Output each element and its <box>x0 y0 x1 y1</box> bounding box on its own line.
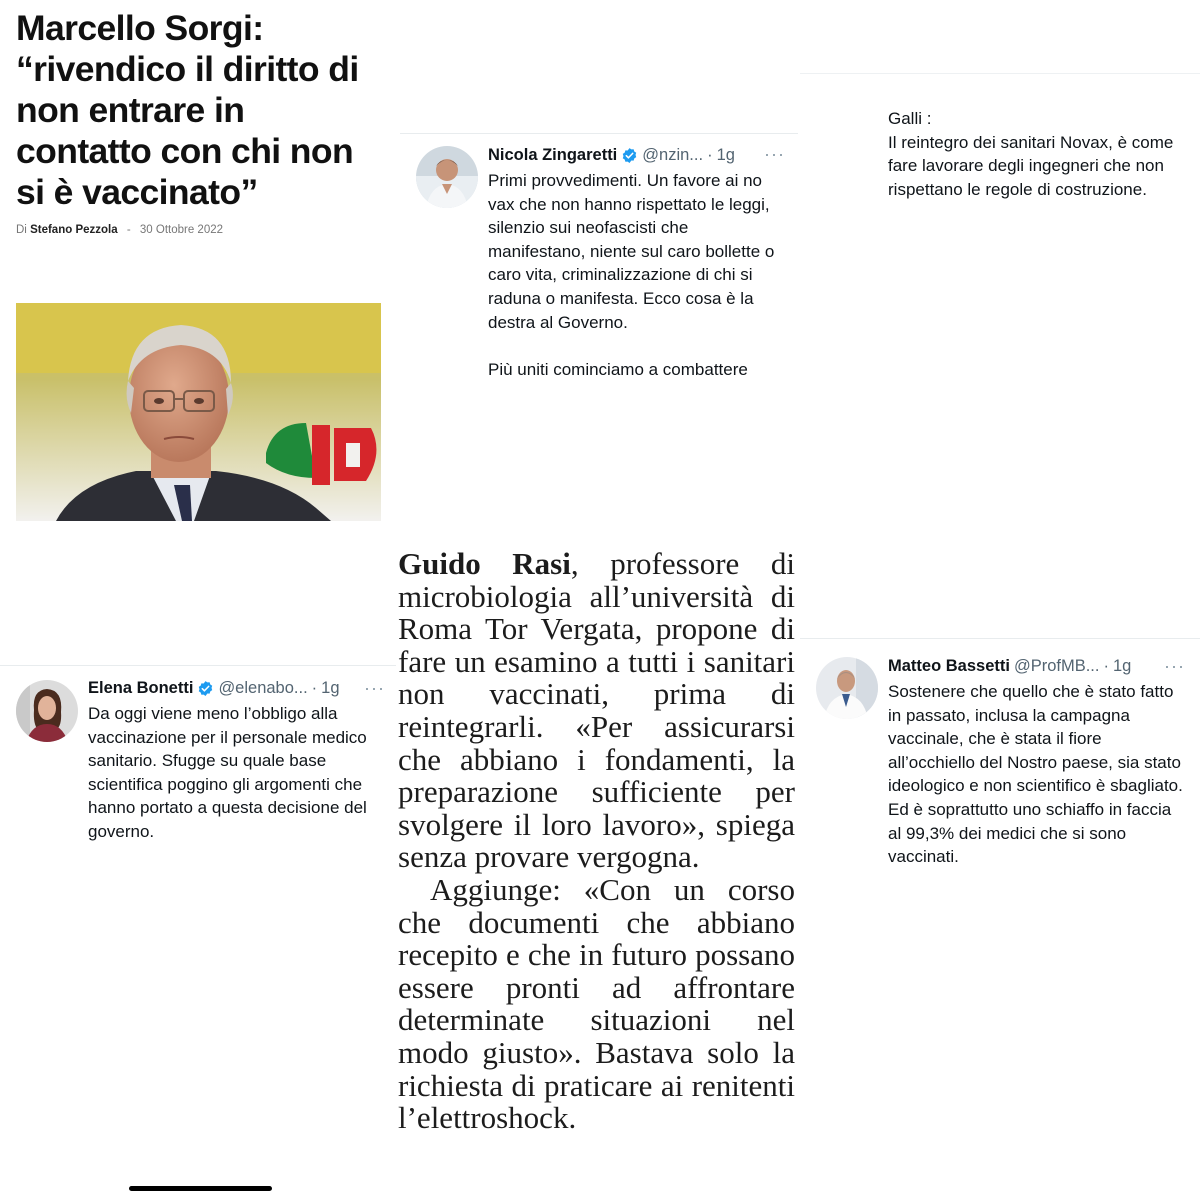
author-handle[interactable]: @elenabo... <box>218 679 308 697</box>
tweet-header <box>888 656 1131 676</box>
avatar[interactable] <box>16 680 78 742</box>
tweet-zingaretti[interactable] <box>400 133 798 545</box>
article-byline <box>16 224 223 236</box>
tweet-time[interactable]: 1g <box>321 679 340 697</box>
author-handle[interactable]: @nzin... <box>642 146 704 164</box>
more-options-icon[interactable]: ··· <box>1164 656 1185 676</box>
verified-badge-icon <box>621 147 638 164</box>
home-indicator[interactable] <box>129 1186 272 1191</box>
article-headline[interactable]: Marcello Sorgi: “rivendico il diritto di non entrare in contatto con chi non si è vaccinato” <box>16 8 359 212</box>
clipping-paragraph-2: Aggiunge: «Con un corso che documenti che abbiano recepito e che in futuro possano essere pronti ad affrontare determinate situazioni nel modo giusto». Bastava solo la richiesta di praticare ai renitenti l’elettroshock. <box>398 871 795 1136</box>
more-options-icon[interactable]: ··· <box>364 678 385 698</box>
tweet-bonetti[interactable] <box>0 665 396 1035</box>
galli-text: Galli : Il reintegro dei sanitari Novax, è come fare lavorare degli ingegneri che non rispettano le regole di costruzione. <box>888 109 1174 199</box>
byline-prefix: Di <box>16 224 27 236</box>
separator-dot: · <box>1103 657 1109 675</box>
tweet-text: Da oggi viene meno l’obbligo alla vaccinazione per il personale medico sanitario. Sfugge su quale base scientifica poggino gli argomenti che hanno portato a questa decisione del governo. <box>88 704 367 841</box>
tweet-header <box>488 145 735 165</box>
author-name[interactable]: Nicola Zingaretti <box>488 146 618 164</box>
avatar[interactable] <box>816 657 878 719</box>
tweet-time[interactable]: 1g <box>716 146 735 164</box>
byline-separator: - <box>126 224 131 236</box>
author-handle[interactable]: @ProfMB... <box>1013 657 1100 675</box>
clipping-paragraph-1-rest: , professore di microbiologia all’università di Roma Tor Vergata, propone di fare un esamino a tutti i sanitari non vaccinati, prima di reintegrarli. «Per assicurarsi che abbiano i fondamenti, la preparazione sufficiente per svolgere il loro lavoro», spiega senza provare vergogna. <box>398 546 795 875</box>
clipping-text <box>398 548 795 1135</box>
author-name[interactable]: Elena Bonetti <box>88 679 194 697</box>
article-date: 30 Ottobre 2022 <box>139 224 224 236</box>
galli-note <box>800 73 1200 553</box>
separator-dot: · <box>707 146 713 164</box>
portrait-photo-icon[interactable] <box>16 303 381 521</box>
tweet-text: Sostenere che quello che è stato fatto in passato, inclusa la campagna vaccinale, che è stata il fiore all’occhiello del Nostro paese, sia stato ideologico e non scientifico è sbagliato. Ed è soprattutto uno schiaffo in faccia al 99,3% dei medici che si sono vaccinati. <box>888 682 1183 867</box>
tweet-header <box>88 678 340 698</box>
article-author[interactable]: Stefano Pezzola <box>30 224 118 236</box>
article-card[interactable] <box>0 0 395 540</box>
more-options-icon[interactable]: ··· <box>764 144 785 164</box>
newspaper-clipping <box>396 540 800 1165</box>
clipping-paragraph-1 <box>398 548 795 874</box>
tweet-time[interactable]: 1g <box>1112 657 1132 675</box>
tweet-bassetti[interactable] <box>800 638 1200 938</box>
tweet-text: Primi provvedimenti. Un favore ai no vax che non hanno rispettato le leggi, silenzio sui neofascisti che manifestano, niente sul caro bollette o caro vita, criminalizzazione di chi si raduna o manifesta. Ecco cosa è la destra al Governo. Più uniti cominciamo a combattere <box>488 171 775 379</box>
verified-badge-icon <box>197 680 214 697</box>
avatar[interactable] <box>416 146 478 208</box>
author-name[interactable]: Matteo Bassetti <box>888 657 1010 675</box>
separator-dot: · <box>311 679 318 697</box>
clipping-lead-name: Guido Rasi <box>398 546 571 581</box>
